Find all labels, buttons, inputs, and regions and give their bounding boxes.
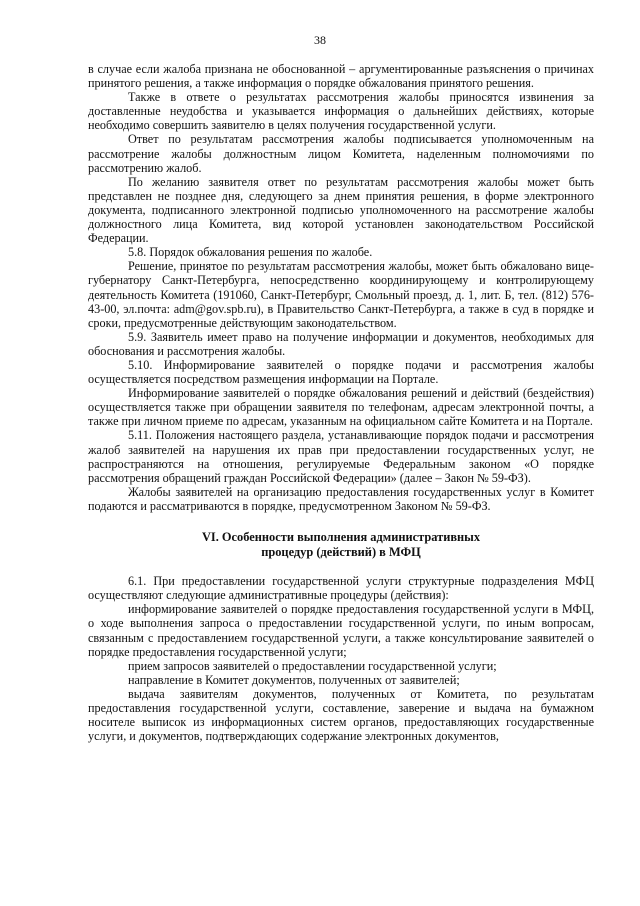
document-body (88, 62, 594, 743)
paragraph: 5.9. Заявитель имеет право на получение информации и документов, необходимых для обоснования и рассмотрения жалобы. (88, 329, 594, 358)
section-heading-line-1: VI. Особенности выполнения административных (201, 530, 481, 544)
page-number: 38 (314, 33, 326, 47)
paragraph: 6.1. При предоставлении государственной услуги структурные подразделения МФЦ осуществляют следующие административные процедуры (действия): (88, 574, 594, 603)
paragraph: 5.10. Информирование заявителей о порядке подачи и рассмотрения жалобы осуществляется посредством размещения информации на Портале. (88, 357, 594, 387)
paragraph: направление в Комитет документов, полученных от заявителей; (128, 672, 460, 687)
paragraph: Ответ по результатам рассмотрения жалобы подписывается уполномоченным на рассмотрение жалобы должностным лицом Комитета, наделенным полномочиями по рассмотрению жалоб. (88, 132, 594, 175)
paragraph: Также в ответе о результатах рассмотрения жалобы приносятся извинения за доставленные неудобства и указывается информация о дальнейших действиях, которые необходимо совершить заявителю в целях получения государственной услуги. (88, 90, 594, 133)
paragraph: 5.8. Порядок обжалования решения по жалобе. (128, 245, 373, 260)
paragraph: в случае если жалоба признана не обоснованной – аргументированные разъяснения о причинах принятого решения, а также информация о порядке обжалования принятого решения. (88, 62, 594, 91)
paragraphs-after-heading (88, 574, 594, 743)
paragraph: 5.11. Положения настоящего раздела, устанавливающие порядок подачи и рассмотрения жалоб заявителей на нарушения их прав при предоставлении государственных услуг, не распространяются на отношения, регулируемые Федеральным законом «О порядке рассмотрения обращений граждан Российской Федерации» (далее – Закон № 59-ФЗ). (88, 428, 594, 485)
paragraph: прием запросов заявителей о предоставлении государственной услуги; (128, 658, 497, 673)
paragraph: По желанию заявителя ответ по результатам рассмотрения жалобы может быть представлен не позднее дня, следующего за днем принятия решения, в форме электронного документа, подписанного электронной подписью уполномоченного на рассмотрение жалобы должностного лица Комитета, вид которой установлен законодательством Российской Федерации. (88, 174, 594, 246)
paragraph: информирование заявителей о порядке предоставления государственной услуги в МФЦ, о ходе выполнения запроса о предоставлении государственной услуги, по иным вопросам, связанным с предоставлением государственной услуги, а также консультирование заявителей о порядке предоставления государственной услуги; (88, 602, 594, 659)
section-heading-line-2: процедур (действий) в МФЦ (261, 544, 421, 559)
paragraph: выдача заявителям документов, полученных от Комитета, по результатам предоставления государственной услуги, составление, заверение и выдача на бумажном носителе выписок из информационных систем органов, предоставляющих государственные услуги, и документов, подтверждающих содержание электронных документов, (88, 686, 594, 744)
section-heading (88, 530, 594, 559)
paragraph: Информирование заявителей о порядке обжалования решений и действий (бездействия) осуществляется также при обращении заявителя по телефонам, адресам электронной почты, а также при личном приеме по адресам, указанным на официальном сайте Комитета и на Портале. (88, 386, 594, 429)
paragraph: Решение, принятое по результатам рассмотрения жалобы, может быть обжаловано вице-губернатору Санкт-Петербурга, непосредственно координирующему и контролирующему деятельность Комитета (191060, Санкт-Петербург, Смольный проезд, д. 1, лит. Б, тел. (812) 576-43-00, эл.почта: adm@gov.spb.ru), в Правительство Санкт-Петербурга, а также в суд в порядке и сроки, предусмотренные действующим законодательством. (88, 259, 594, 330)
paragraphs-before-heading (88, 62, 594, 513)
paragraph: Жалобы заявителей на организацию предоставления государственных услуг в Комитет подаются и рассматриваются в порядке, предусмотренном Законом № 59-ФЗ. (88, 484, 594, 513)
